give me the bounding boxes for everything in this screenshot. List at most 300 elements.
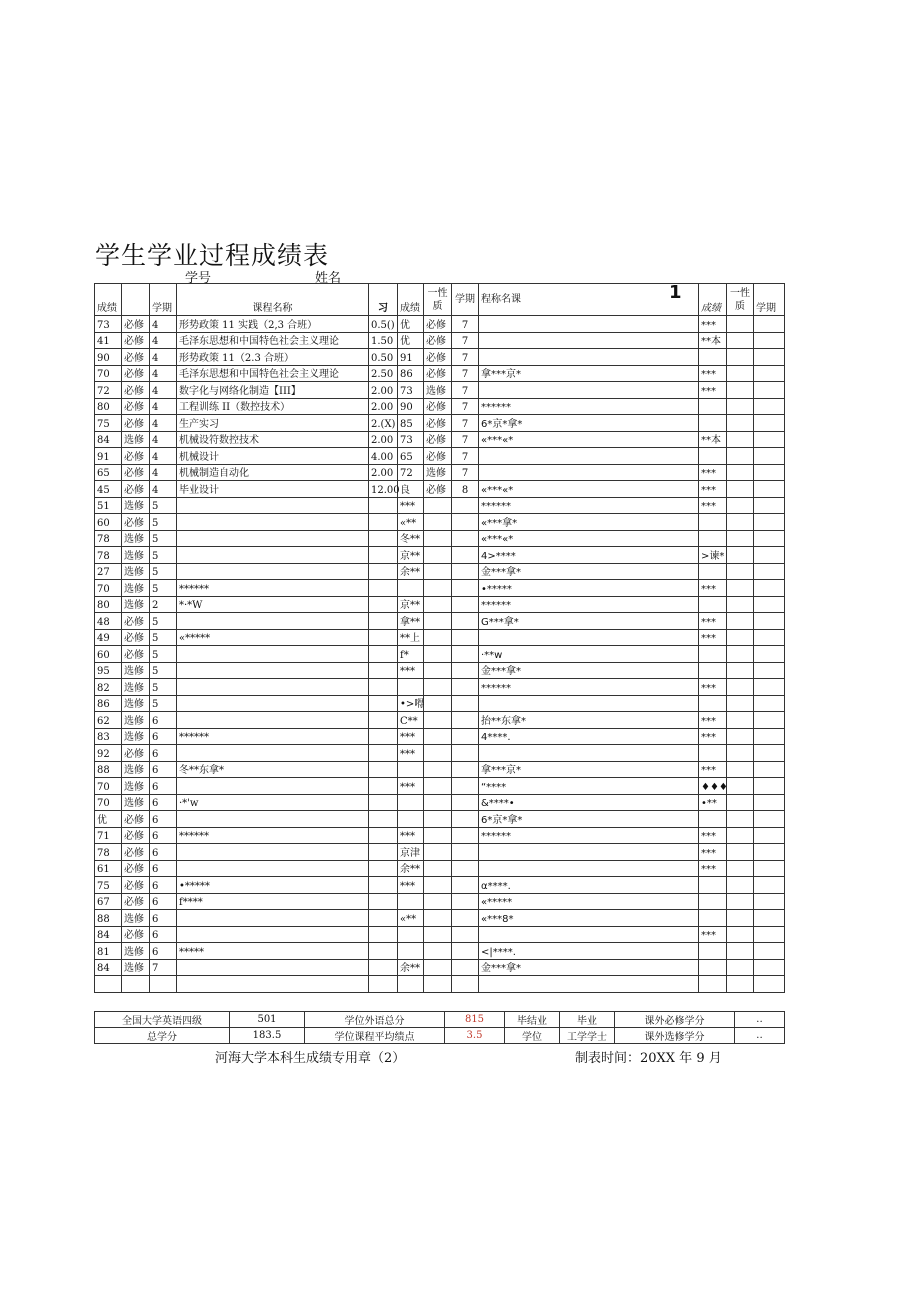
summary-row-2 <box>95 1028 785 1044</box>
cell-term: 6 <box>150 728 177 745</box>
cell-score: 41 <box>95 332 122 349</box>
cell-term-2 <box>452 778 479 795</box>
cell-nature <box>424 530 452 547</box>
cell-credit: 2.00 <box>369 398 398 415</box>
cell-credit <box>369 695 398 712</box>
cell-course-name-2: «***** <box>479 893 699 910</box>
cell-score-3: **本 <box>699 332 727 349</box>
cell-term: 5 <box>150 662 177 679</box>
cell-term-2 <box>452 926 479 943</box>
cell-score-3 <box>699 893 727 910</box>
cell-course-name-2: «***«* <box>479 481 699 498</box>
cell-type: 选修 <box>122 695 150 712</box>
cell-score: 71 <box>95 827 122 844</box>
cell-term-3 <box>754 778 785 795</box>
cell-nature <box>424 695 452 712</box>
cell-score-2: 73 <box>398 382 424 399</box>
cell-course-name-2 <box>479 349 699 366</box>
header-score-2: 成绩 <box>398 284 424 316</box>
cell-score-2 <box>398 893 424 910</box>
cell-credit: 2.00 <box>369 382 398 399</box>
cell-nature: 必修 <box>424 448 452 465</box>
table-row <box>95 976 785 993</box>
cell-term-3 <box>754 398 785 415</box>
cell-type: 必修 <box>122 415 150 432</box>
cell-nature <box>424 910 452 927</box>
table-row <box>95 563 785 580</box>
cell-score: 84 <box>95 959 122 976</box>
cell-nature <box>424 629 452 646</box>
cell-score-3 <box>699 695 727 712</box>
cell-nature-2 <box>727 365 754 382</box>
cell-score: 84 <box>95 926 122 943</box>
cell-course-name: 机械设符数控技术 <box>177 431 369 448</box>
cell-type: 必修 <box>122 365 150 382</box>
cell-term: 5 <box>150 547 177 564</box>
cell-nature-2 <box>727 646 754 663</box>
cell-score-3: >谏* <box>699 547 727 564</box>
cell-course-name <box>177 662 369 679</box>
cell-course-name-2: 拿***京* <box>479 365 699 382</box>
cell-term-3 <box>754 431 785 448</box>
cell-type: 选修 <box>122 794 150 811</box>
cell-credit <box>369 629 398 646</box>
cell-term: 6 <box>150 893 177 910</box>
cell-nature-2 <box>727 514 754 531</box>
cell-nature-2 <box>727 448 754 465</box>
cell-course-name: 生产实习 <box>177 415 369 432</box>
cell-credit <box>369 662 398 679</box>
cell-score-3: •** <box>699 794 727 811</box>
cell-score: 72 <box>95 382 122 399</box>
table-row <box>95 646 785 663</box>
cell-term-2 <box>452 514 479 531</box>
cell-credit <box>369 580 398 597</box>
cell-nature-2 <box>727 827 754 844</box>
cell-score-2: 冬** <box>398 530 424 547</box>
cell-score-2 <box>398 761 424 778</box>
table-row <box>95 910 785 927</box>
cell-course-name <box>177 695 369 712</box>
cell-score: 73 <box>95 316 122 333</box>
cell-score: 86 <box>95 695 122 712</box>
cell-score: 95 <box>95 662 122 679</box>
cell-score-3 <box>699 398 727 415</box>
cell-term: 5 <box>150 646 177 663</box>
cell-term: 4 <box>150 431 177 448</box>
cell-course-name-2: α****. <box>479 877 699 894</box>
cell-term-3 <box>754 860 785 877</box>
cell-nature <box>424 778 452 795</box>
cell-score-3 <box>699 811 727 828</box>
cell-score-3 <box>699 514 727 531</box>
cell-course-name <box>177 679 369 696</box>
summary-row-1 <box>95 1012 785 1028</box>
cell-score-2 <box>398 943 424 960</box>
cell-nature <box>424 860 452 877</box>
cell-nature-2 <box>727 959 754 976</box>
cell-term-3 <box>754 679 785 696</box>
cell-score-2 <box>398 580 424 597</box>
cell-nature-2 <box>727 893 754 910</box>
cell-score-2: 余** <box>398 860 424 877</box>
cell-term-3 <box>754 547 785 564</box>
table-header-row <box>95 284 785 316</box>
cell-credit <box>369 827 398 844</box>
cell-score: 67 <box>95 893 122 910</box>
cell-term: 4 <box>150 332 177 349</box>
cell-score-2: *** <box>398 728 424 745</box>
cell-course-name: 冬**东拿* <box>177 761 369 778</box>
cell-score-3: *** <box>699 728 727 745</box>
cell-nature-2 <box>727 910 754 927</box>
table-row <box>95 926 785 943</box>
cell-term: 6 <box>150 860 177 877</box>
table-row <box>95 547 785 564</box>
cell-score: 78 <box>95 547 122 564</box>
cell-nature <box>424 497 452 514</box>
cell-credit <box>369 778 398 795</box>
cell-nature-2 <box>727 563 754 580</box>
degree-value: 工学学士 <box>560 1028 615 1044</box>
cell-credit <box>369 497 398 514</box>
cell-score-2: 余** <box>398 563 424 580</box>
cell-term-2: 7 <box>452 398 479 415</box>
cell-score-3: *** <box>699 481 727 498</box>
table-row <box>95 745 785 762</box>
cell-nature-2 <box>727 547 754 564</box>
cell-course-name-2: 拿***京* <box>479 761 699 778</box>
cell-course-name-2 <box>479 332 699 349</box>
cell-type: 选修 <box>122 712 150 729</box>
cell-nature-2 <box>727 398 754 415</box>
cell-term: 4 <box>150 365 177 382</box>
cell-credit <box>369 547 398 564</box>
cell-nature-2 <box>727 332 754 349</box>
table-row <box>95 580 785 597</box>
cell-nature <box>424 943 452 960</box>
cell-type: 必修 <box>122 349 150 366</box>
cell-course-name <box>177 860 369 877</box>
cell-credit <box>369 860 398 877</box>
cell-type <box>122 976 150 993</box>
cell-term-2: 7 <box>452 365 479 382</box>
cell-score-2: 72 <box>398 464 424 481</box>
cell-nature-2 <box>727 860 754 877</box>
extracurricular-required-value: ‥ <box>735 1012 785 1028</box>
cell-term-3 <box>754 827 785 844</box>
cell-nature-2 <box>727 695 754 712</box>
cell-nature <box>424 679 452 696</box>
cell-course-name-2 <box>479 464 699 481</box>
cell-term: 4 <box>150 382 177 399</box>
cell-term-3 <box>754 976 785 993</box>
cell-term: 6 <box>150 811 177 828</box>
cell-score: 88 <box>95 910 122 927</box>
cell-score-3 <box>699 910 727 927</box>
cell-nature <box>424 613 452 630</box>
cell-score: 88 <box>95 761 122 778</box>
cell-score-2: 73 <box>398 431 424 448</box>
cell-credit <box>369 926 398 943</box>
cell-term: 7 <box>150 959 177 976</box>
header-nature-2: 一性质 <box>727 284 754 316</box>
cell-term-2 <box>452 910 479 927</box>
cell-score-2: *** <box>398 827 424 844</box>
cell-type: 必修 <box>122 448 150 465</box>
cell-credit <box>369 959 398 976</box>
cell-nature-2 <box>727 745 754 762</box>
cell-course-name-2: ****** <box>479 398 699 415</box>
cell-score-3: ♦♦♦ <box>699 778 727 795</box>
cell-score-2: •>嘚 <box>398 695 424 712</box>
cell-score-3 <box>699 596 727 613</box>
cell-nature-2 <box>727 580 754 597</box>
table-row <box>95 332 785 349</box>
cell-credit <box>369 679 398 696</box>
cell-term-3 <box>754 316 785 333</box>
cell-type: 选修 <box>122 662 150 679</box>
cell-term-2 <box>452 860 479 877</box>
cell-score-2: 优 <box>398 316 424 333</box>
cell-nature-2 <box>727 629 754 646</box>
cell-course-name: 数字化与网络化制造【III】 <box>177 382 369 399</box>
cell-term-3 <box>754 877 785 894</box>
cell-credit <box>369 976 398 993</box>
cell-course-name-2: 4>**** <box>479 547 699 564</box>
cell-type: 选修 <box>122 596 150 613</box>
cell-course-name: 形势政策 11（2.3 合班） <box>177 349 369 366</box>
cell-score: 62 <box>95 712 122 729</box>
cell-score-3 <box>699 448 727 465</box>
cell-score-3 <box>699 646 727 663</box>
cell-course-name-2 <box>479 844 699 861</box>
cell-term-2: 7 <box>452 382 479 399</box>
header-score-3-label: 成绩 <box>701 303 721 314</box>
cell-score: 49 <box>95 629 122 646</box>
cell-score-2: 京** <box>398 596 424 613</box>
cell-term-2: 7 <box>452 431 479 448</box>
cell-type: 选修 <box>122 943 150 960</box>
cell-term-3 <box>754 481 785 498</box>
cell-nature-2 <box>727 613 754 630</box>
cell-course-name-2: &****• <box>479 794 699 811</box>
cell-type: 选修 <box>122 910 150 927</box>
cell-score-2 <box>398 976 424 993</box>
cell-term: 6 <box>150 827 177 844</box>
cell-nature <box>424 761 452 778</box>
cell-term: 4 <box>150 349 177 366</box>
table-row <box>95 613 785 630</box>
cell-course-name: 工程训练 II（数控技术） <box>177 398 369 415</box>
cell-credit <box>369 794 398 811</box>
cell-course-name-2: 金***拿* <box>479 662 699 679</box>
table-row <box>95 893 785 910</box>
cell-type: 必修 <box>122 860 150 877</box>
total-credits-label: 总学分 <box>95 1028 230 1044</box>
cell-term-3 <box>754 563 785 580</box>
cell-nature <box>424 728 452 745</box>
cell-credit <box>369 596 398 613</box>
cell-credit <box>369 613 398 630</box>
cell-term-3 <box>754 728 785 745</box>
cell-term-3 <box>754 893 785 910</box>
table-row <box>95 382 785 399</box>
summary-table <box>94 1011 785 1044</box>
cell-credit <box>369 646 398 663</box>
cell-score: 70 <box>95 365 122 382</box>
degree-gpa-value: 3.5 <box>445 1028 505 1044</box>
cell-course-name <box>177 514 369 531</box>
cell-score-3: *** <box>699 629 727 646</box>
cell-course-name-2: ****** <box>479 679 699 696</box>
cell-term-2 <box>452 695 479 712</box>
cell-score <box>95 976 122 993</box>
table-row <box>95 514 785 531</box>
cell-term: 6 <box>150 745 177 762</box>
cell-nature-2 <box>727 497 754 514</box>
cell-nature <box>424 745 452 762</box>
cell-term: 5 <box>150 629 177 646</box>
table-row <box>95 959 785 976</box>
cell-term-2 <box>452 943 479 960</box>
cell-nature-2 <box>727 976 754 993</box>
cell-course-name-2: ****** <box>479 827 699 844</box>
cell-course-name-2: ****** <box>479 497 699 514</box>
cell-score-2: 85 <box>398 415 424 432</box>
cell-term-2: 7 <box>452 448 479 465</box>
cell-term: 4 <box>150 481 177 498</box>
cell-term-2 <box>452 728 479 745</box>
cell-nature-2 <box>727 662 754 679</box>
cell-score-2: *** <box>398 778 424 795</box>
extracurricular-elective-label: 课外选修学分 <box>615 1028 735 1044</box>
cell-term-3 <box>754 646 785 663</box>
cell-type: 选修 <box>122 679 150 696</box>
cell-course-name: ***** <box>177 943 369 960</box>
cell-term-3 <box>754 596 785 613</box>
cell-credit <box>369 563 398 580</box>
cell-type: 选修 <box>122 530 150 547</box>
cell-credit: 12.00 <box>369 481 398 498</box>
cell-term-3 <box>754 382 785 399</box>
cell-type: 必修 <box>122 811 150 828</box>
cell-term-2 <box>452 662 479 679</box>
cell-term-2 <box>452 629 479 646</box>
cell-course-name <box>177 844 369 861</box>
cell-nature-2 <box>727 712 754 729</box>
cell-term-3 <box>754 910 785 927</box>
cell-score-3 <box>699 349 727 366</box>
cell-course-name <box>177 497 369 514</box>
cell-nature <box>424 514 452 531</box>
cell-term: 6 <box>150 877 177 894</box>
cell-term: 4 <box>150 464 177 481</box>
cell-term-3 <box>754 745 785 762</box>
cell-nature-2 <box>727 415 754 432</box>
cell-type: 必修 <box>122 926 150 943</box>
cell-score-2: f* <box>398 646 424 663</box>
cell-score: 81 <box>95 943 122 960</box>
cell-nature-2 <box>727 464 754 481</box>
graduation-value: 毕业 <box>560 1012 615 1028</box>
cell-term: 4 <box>150 415 177 432</box>
table-row <box>95 530 785 547</box>
cell-type: 必修 <box>122 827 150 844</box>
cell-term: 6 <box>150 712 177 729</box>
table-row <box>95 448 785 465</box>
cell-credit <box>369 745 398 762</box>
cell-score-2: «** <box>398 514 424 531</box>
cell-nature-2 <box>727 761 754 778</box>
cell-score: 80 <box>95 596 122 613</box>
cell-course-name: 毛泽东思想和中国特色社会主义理论 <box>177 365 369 382</box>
degree-foreign-lang-label: 学位外语总分 <box>305 1012 445 1028</box>
cell-term: 4 <box>150 316 177 333</box>
cell-nature: 必修 <box>424 316 452 333</box>
cell-course-name-2: •***** <box>479 580 699 597</box>
cell-type: 必修 <box>122 481 150 498</box>
cell-term-3 <box>754 415 785 432</box>
table-row <box>95 794 785 811</box>
cell-course-name: 机械设计 <box>177 448 369 465</box>
table-row <box>95 629 785 646</box>
cell-nature <box>424 580 452 597</box>
cell-term: 5 <box>150 530 177 547</box>
cell-course-name-2: «***拿* <box>479 514 699 531</box>
cell-term: 5 <box>150 563 177 580</box>
cell-credit: 2.00 <box>369 431 398 448</box>
cet4-value: 501 <box>230 1012 305 1028</box>
degree-gpa-label: 学位课程平均绩点 <box>305 1028 445 1044</box>
cell-course-name-2: ·**w <box>479 646 699 663</box>
cell-term-2 <box>452 844 479 861</box>
cell-type: 必修 <box>122 745 150 762</box>
table-row <box>95 827 785 844</box>
cell-term-2: 7 <box>452 349 479 366</box>
cell-term-3 <box>754 530 785 547</box>
cell-score-3: *** <box>699 679 727 696</box>
cell-nature <box>424 563 452 580</box>
cell-term: 4 <box>150 398 177 415</box>
cell-course-name: ****** <box>177 728 369 745</box>
cell-term: 4 <box>150 448 177 465</box>
cell-score: 60 <box>95 514 122 531</box>
cell-score-2: 良 <box>398 481 424 498</box>
cell-course-name <box>177 712 369 729</box>
cell-course-name: 形势政策 11 实践（2,3 合班） <box>177 316 369 333</box>
table-row <box>95 398 785 415</box>
cell-term-2: 8 <box>452 481 479 498</box>
cell-credit <box>369 877 398 894</box>
table-row <box>95 415 785 432</box>
cell-type: 选修 <box>122 728 150 745</box>
cell-nature-2 <box>727 844 754 861</box>
cell-score-2: *** <box>398 662 424 679</box>
cell-credit: 2.00 <box>369 464 398 481</box>
cell-score-3: *** <box>699 316 727 333</box>
cell-nature-2 <box>727 811 754 828</box>
cell-credit: 2.50 <box>369 365 398 382</box>
cell-type: 选修 <box>122 580 150 597</box>
cell-credit <box>369 530 398 547</box>
cell-nature-2 <box>727 926 754 943</box>
cell-term-2 <box>452 580 479 597</box>
extracurricular-required-label: 课外必修学分 <box>615 1012 735 1028</box>
cell-score: 90 <box>95 349 122 366</box>
cell-course-name-2: «***«* <box>479 530 699 547</box>
degree-label: 学位 <box>505 1028 560 1044</box>
